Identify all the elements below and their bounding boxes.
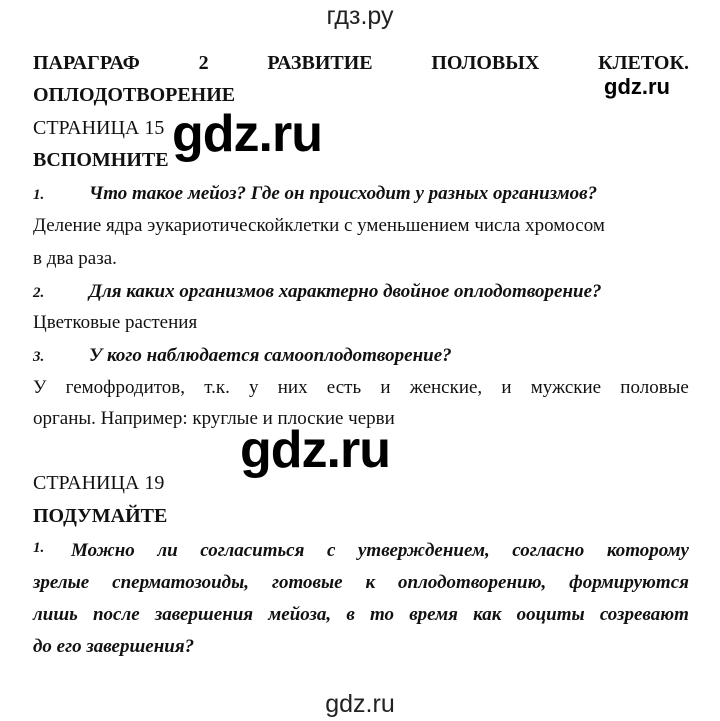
- answer-3-line2: органы. Например: круглые и плоские черви: [33, 408, 395, 429]
- question-word: зрелые: [33, 572, 90, 593]
- question-word: которому: [606, 540, 689, 561]
- question-word: оплодотворению,: [398, 572, 547, 593]
- question-3: [33, 345, 452, 367]
- answer-word: женские,: [409, 377, 483, 398]
- answer-1-line2: в два раза.: [33, 248, 117, 269]
- question-word: формируются: [569, 572, 689, 593]
- question-word: завершения: [154, 604, 254, 625]
- answer-word: половые: [620, 377, 689, 398]
- question-1: [33, 183, 597, 205]
- question-2: [33, 281, 602, 303]
- question-word: утверждением,: [357, 540, 490, 561]
- question-text: Для каких организмов характерно двойное оплодотворение?: [89, 281, 602, 302]
- question-word: Можно: [71, 540, 135, 561]
- question-word: ооциты: [516, 604, 585, 625]
- paragraph-title: [33, 52, 689, 75]
- answer-word: у: [249, 377, 259, 398]
- question-word: готовые: [271, 572, 343, 593]
- answer-word: гемофродитов,: [65, 377, 186, 398]
- question-word: лишь: [33, 604, 78, 625]
- question-4-line3: [33, 604, 689, 626]
- title-word: РАЗВИТИЕ: [267, 52, 373, 74]
- question-word: ли: [157, 540, 178, 561]
- paragraph-title-line2: ОПЛОДОТВОРЕНИЕ: [33, 84, 236, 106]
- question-number: 3.: [33, 349, 45, 365]
- question-4-line1-text: [71, 540, 689, 562]
- title-word: ПОЛОВЫХ: [431, 52, 540, 74]
- watermark-middle: gdz.ru: [240, 421, 390, 479]
- question-text: У кого наблюдается самооплодотворение?: [89, 345, 452, 366]
- question-number: 1.: [33, 187, 45, 203]
- question-word: сперматозоиды,: [112, 572, 250, 593]
- answer-word: У: [33, 377, 47, 398]
- answer-3-line1: [33, 377, 689, 399]
- question-word: время: [409, 604, 458, 625]
- question-word: к: [365, 572, 376, 593]
- question-4-line1: [33, 540, 689, 562]
- section-heading-think: ПОДУМАЙТЕ: [33, 505, 168, 527]
- question-word: с: [326, 540, 336, 561]
- answer-2: Цветковые растения: [33, 312, 198, 333]
- site-footer: gdz.ru: [325, 690, 395, 718]
- answer-word: есть: [326, 377, 362, 398]
- question-word: мейоза,: [268, 604, 332, 625]
- watermark-small: gdz.ru: [604, 74, 670, 99]
- question-word: то: [370, 604, 395, 625]
- watermark-top: gdz.ru: [172, 105, 322, 163]
- title-word: КЛЕТОК.: [598, 52, 689, 74]
- question-number: 1.: [33, 540, 45, 556]
- question-text: Что такое мейоз? Где он происходит у разных организмов?: [89, 183, 598, 204]
- question-word: после: [92, 604, 140, 625]
- answer-word: них: [277, 377, 308, 398]
- question-4-line2: [33, 572, 689, 594]
- answer-1-line1: Деление ядра эукариотическойклетки с уменьшением числа хромосом: [33, 215, 605, 236]
- answer-word: т.к.: [204, 377, 230, 398]
- question-word: в: [346, 604, 355, 625]
- question-word: согласно: [512, 540, 585, 561]
- section-heading-remember: ВСПОМНИТЕ: [33, 149, 169, 171]
- page-label-19: СТРАНИЦА 19: [33, 472, 165, 494]
- page-label-15: СТРАНИЦА 15: [33, 117, 165, 139]
- question-word: созревают: [599, 604, 689, 625]
- question-word: как: [473, 604, 502, 625]
- title-word: 2: [198, 52, 209, 74]
- answer-word: и: [501, 377, 512, 398]
- answer-word: и: [380, 377, 391, 398]
- site-header: гдз.ру: [326, 2, 394, 30]
- title-word: ПАРАГРАФ: [33, 52, 140, 74]
- question-word: согласиться: [200, 540, 305, 561]
- question-4-line4: до его завершения?: [33, 636, 195, 657]
- answer-word: мужские: [530, 377, 602, 398]
- question-number: 2.: [33, 285, 45, 301]
